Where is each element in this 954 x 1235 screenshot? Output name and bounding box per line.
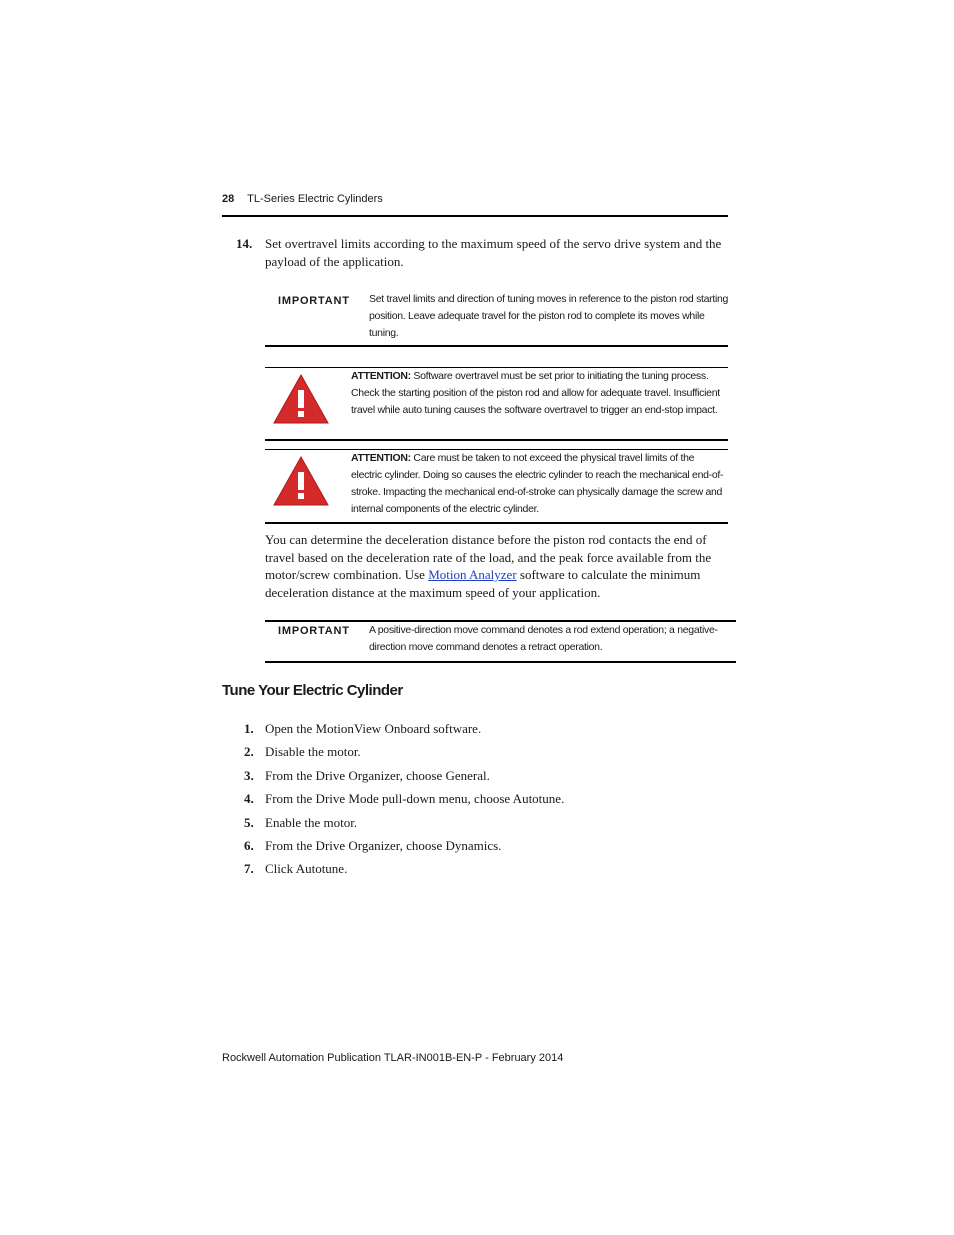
attention-note-2: [265, 449, 728, 524]
step-14: [236, 235, 728, 270]
step-number: 14.: [236, 236, 253, 251]
attention-body: Care must be taken to not exceed the physical travel limits of the electric cylinder. Doing so causes the electric cylinder to reach the mechanical end-of-stroke. Impacting the mechanical end-of-stroke can physically damage the screw and internal components of the electric cylinder.: [351, 452, 724, 515]
step-text: From the Drive Mode pull-down menu, choose Autotune.: [265, 791, 565, 807]
important-note-1: [265, 290, 728, 347]
paragraph-text-after: software to calculate the minimum deceleration distance at the maximum speed of your application.: [265, 567, 701, 600]
warning-triangle-icon: [272, 455, 330, 507]
step-number: 4.: [244, 791, 254, 807]
important-text: A positive-direction move command denotes a rod extend operation; a negative-direction move command denotes a retract operation.: [369, 624, 718, 653]
step-number: 2.: [244, 744, 254, 760]
step-text: Click Autotune.: [265, 861, 348, 877]
step-number: 6.: [244, 837, 254, 853]
header-title: TL-Series Electric Cylinders: [247, 193, 383, 205]
tuning-steps-list: [236, 720, 716, 884]
step-text: From the Drive Organizer, choose General.: [265, 767, 490, 783]
page-number: 28: [222, 193, 235, 205]
important-label: IMPORTANT: [278, 625, 350, 637]
list-item: [236, 790, 716, 813]
step-text: Disable the motor.: [265, 744, 361, 760]
page-footer: Rockwell Automation Publication TLAR-IN001B-EN-P - February 2014: [222, 1052, 564, 1064]
attention-text: [351, 450, 726, 518]
attention-label: ATTENTION:: [351, 370, 411, 382]
step-text: Open the MotionView Onboard software.: [265, 721, 482, 736]
attention-body: Software overtravel must be set prior to initiating the tuning process. Check the starting position of the piston rod and allow for adequate travel. Insufficient travel while auto tuning causes the software overtravel to trigger an end-stop impact.: [351, 370, 720, 416]
step-text: Set overtravel limits according to the maximum speed of the servo drive system and the payload of the application.: [265, 236, 722, 269]
step-number: 7.: [244, 861, 254, 877]
list-item: [236, 837, 716, 860]
step-text: Enable the motor.: [265, 814, 358, 830]
list-item: [236, 860, 716, 883]
step-text: From the Drive Organizer, choose Dynamics.: [265, 837, 502, 853]
step-number: 1.: [244, 721, 254, 736]
warning-triangle-icon: [272, 373, 330, 425]
important-text: Set travel limits and direction of tuning moves in reference to the piston rod starting position. Leave adequate travel for the piston rod to complete its moves while tuning.: [369, 293, 729, 339]
paragraph-text-before: You can determine the deceleration distance before the piston rod contacts the end of travel based on the deceleration rate of the load, and the peak force available from the motor/screw combination. Use: [265, 532, 712, 582]
section-heading: Tune Your Electric Cylinder: [222, 682, 403, 699]
attention-label: ATTENTION:: [351, 452, 411, 464]
list-item: [236, 743, 716, 766]
list-item: [236, 720, 716, 743]
header-divider: [222, 215, 728, 217]
motion-analyzer-link[interactable]: Motion Analyzer: [428, 567, 517, 582]
important-label: IMPORTANT: [278, 295, 350, 307]
attention-text: [351, 368, 726, 419]
list-item: [236, 814, 716, 837]
important-note-2: [265, 620, 736, 663]
attention-note-1: [265, 367, 728, 441]
page-header: [222, 193, 383, 205]
step-number: 5.: [244, 814, 254, 830]
step-number: 3.: [244, 767, 254, 783]
body-paragraph: [265, 531, 735, 601]
list-item: [236, 767, 716, 790]
